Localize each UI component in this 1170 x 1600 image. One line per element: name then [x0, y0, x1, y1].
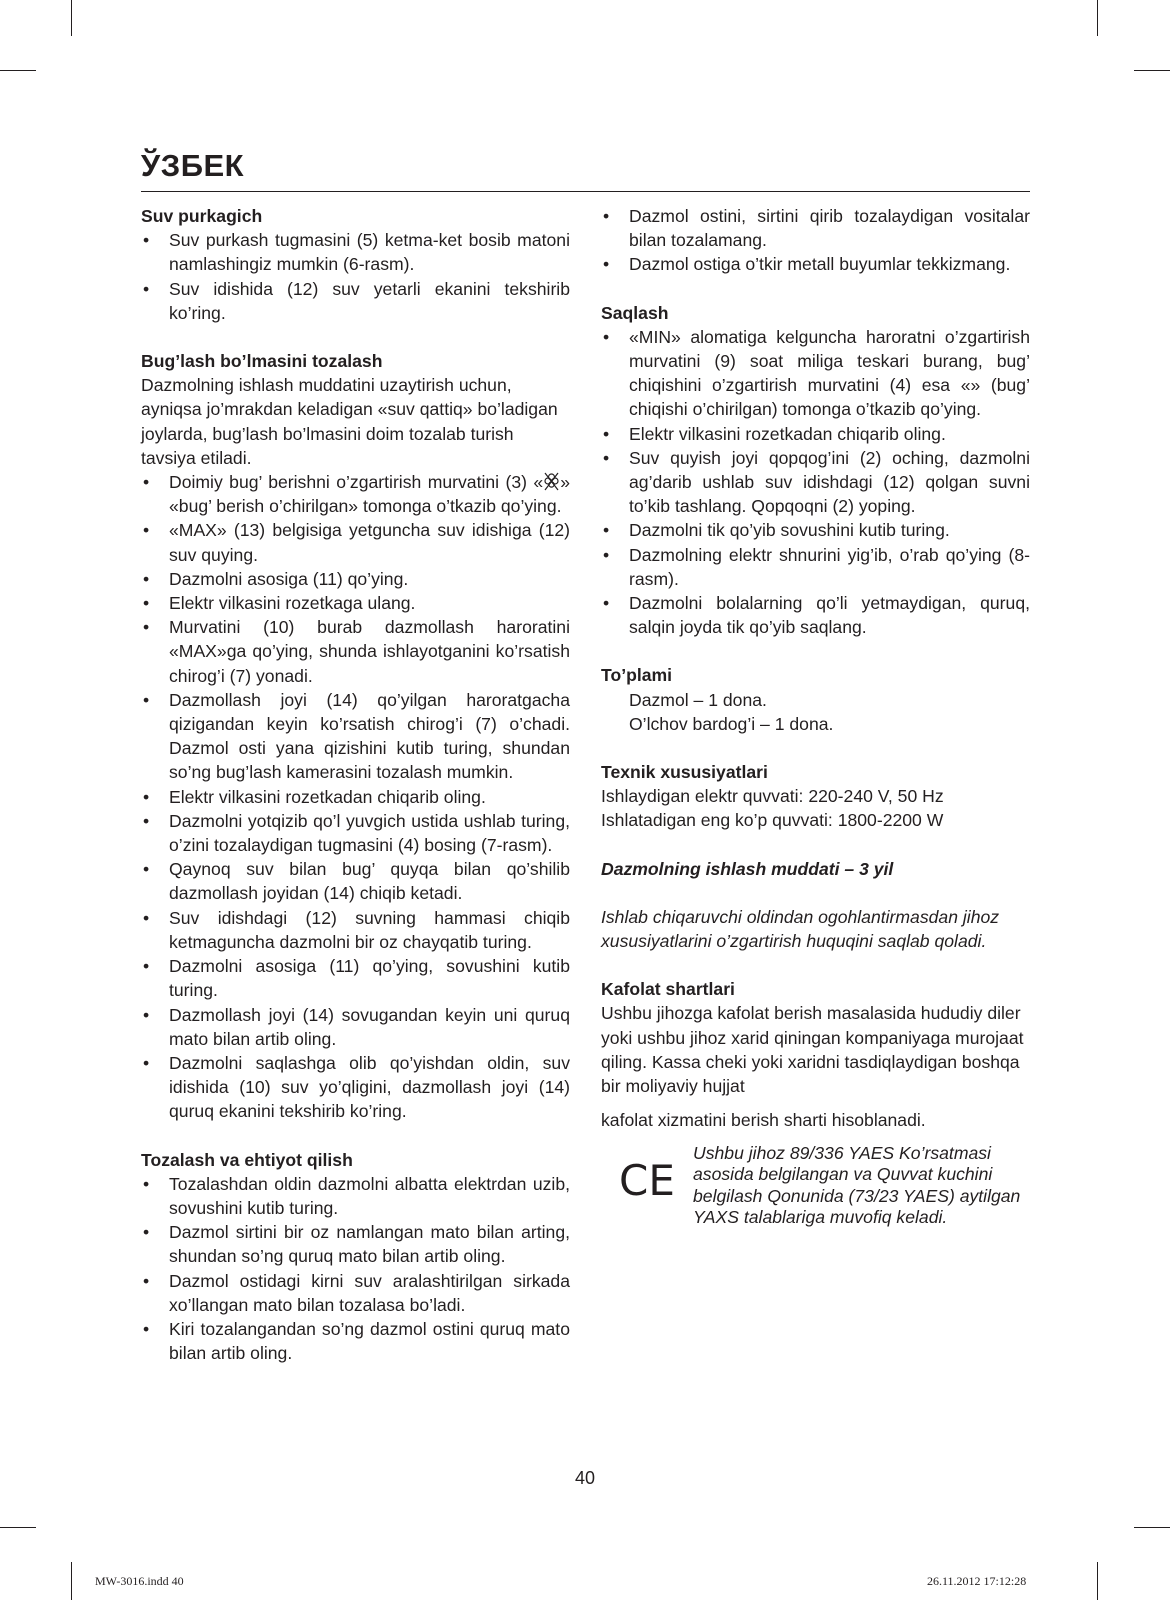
list-item: • Suv idishida (12) suv yetarli ekanini tekshirib ko’ring. [141, 277, 570, 325]
list-item: • Dazmol ostini, sirtini qirib tozalaydigan vositalar bilan tozalamang. [601, 204, 1030, 252]
list-item: • Dazmolni yotqizib qo’l yuvgich ustida ushlab turing, o’zini tozalaydigan tugmasini (4) bosing (7-rasm). [141, 809, 570, 857]
list-item: • Elektr vilkasini rozetkadan chiqarib oling. [601, 422, 1030, 446]
crop-mark [71, 1562, 72, 1600]
steam-cleaning-intro: Dazmolning ishlash muddatini uzaytirish uchun, ayniqsa jo’mrakdan keladigan «suv qattiq» bo’ladigan joylarda, bug’lash bo’lmasini doim tozalab turish tavsiya etiladi. [141, 375, 558, 468]
list-item: • Dazmolni saqlashga olib qo’yishdan oldin, suv idishida (10) suv yo’qligini, dazmollash joyi (14) quruq ekanini tekshirib ko’ring. [141, 1051, 570, 1124]
service-life: Dazmolning ishlash muddati – 3 yil [601, 858, 894, 879]
svg-text:CE: CE [619, 1156, 675, 1201]
list-item: • «MIN» alomatiga kelguncha haroratni o’zgartirish murvatini (9) soat miliga teskari burang, bug’ chiqishini o’zgartirish murvatini (4) esa «» (bug’ chiqishi o’chirilgan) tomonga o’tkazib qo’ying. [601, 325, 1030, 422]
list-item: • Suv quyish joyi qopqog’ini (2) oching, dazmolni ag’darib ushlab suv idishdagi (12) qolgan suvni to’kib tashlang. Qopqoqni (2) yoping. [601, 446, 1030, 519]
left-column [141, 204, 570, 1365]
warranty-text: Ushbu jihozga kafolat berish masalasida hududiy diler yoki ushbu jihoz xarid qiningan kompaniyaga murojaat qiling. Kassa cheki yoki xaridni tasdiqlaydigan boshqa bir moliyaviy hujjat [601, 1003, 1024, 1097]
list-item: • Dazmol ostidagi kirni suv aralashtirilgan sirkada xo’llangan mato bilan tozalasa bo’ladi. [141, 1269, 570, 1317]
kit-line: O’lchov bardog’i – 1 dona. [629, 713, 834, 734]
crop-mark [1134, 70, 1170, 71]
crop-mark [0, 1527, 36, 1528]
datetime-slug: 26.11.2012 17:12:28 [927, 1574, 1027, 1588]
list-item: • Dazmollash joyi (14) qo’yilgan haroratgacha qizigandan keyin ko’rsatish chirog’i (7) o’chadi. Dazmol osti yana qizishini kutib turing, shundan so’ng bug’lash kamerasini tozalash mumkin. [141, 688, 570, 785]
list-item: • Doimiy bug’ berishni o’zgartirish murvatini (3) « » «bug’ berish o’chirilgan» tomonga o’tkazib qo’ying. [141, 470, 570, 518]
list-item: • Dazmolni asosiga (11) qo’ying, sovushini kutib turing. [141, 954, 570, 1002]
spec-line: Ishlaydigan elektr quvvati: 220-240 V, 50 Hz [601, 786, 944, 807]
sprayer-list [141, 228, 570, 325]
ce-compliance [601, 1143, 1030, 1247]
steam-cleaning-list [141, 470, 570, 1123]
title-divider [141, 191, 1030, 192]
list-item: • Dazmolning elektr shnurini yig’ib, o’rab qo’ying (8-rasm). [601, 543, 1030, 591]
section-title-kit: To’plami [601, 665, 673, 686]
steam-off-icon [543, 472, 560, 492]
ce-mark-icon [619, 1157, 679, 1201]
list-item: • Qaynoq suv bilan bug’ quyqa bilan qo’shilib dazmollash joyidan (14) chiqib ketadi. [141, 857, 570, 905]
list-item: • Dazmol ostiga o’tkir metall buyumlar tekkizmang. [601, 252, 1030, 276]
page-number: 40 [574, 1468, 596, 1488]
list-item: • Elektr vilkasini rozetkadan chiqarib oling. [141, 785, 570, 809]
storage-list [601, 325, 1030, 640]
list-item: • Dazmol sirtini bir oz namlangan mato bilan arting, shundan so’ng quruq mato bilan artib oling. [141, 1220, 570, 1268]
right-column [601, 204, 1030, 1247]
list-item: • Kiri tozalangandan so’ng dazmol ostini quruq mato bilan artib oling. [141, 1317, 570, 1365]
page-title: ЎЗБЕК [141, 148, 245, 183]
kit-line: Dazmol – 1 dona. [629, 689, 767, 710]
list-item: • Tozalashdan oldin dazmolni albatta elektrdan uzib, sovushini kutib turing. [141, 1172, 570, 1220]
cleaning-list-continued [601, 204, 1030, 277]
cleaning-list [141, 1172, 570, 1366]
crop-mark [1134, 1527, 1170, 1528]
list-item: • Dazmolni bolalarning qo’li yetmaydigan, quruq, salqin joyda tik qo’yib saqlang. [601, 591, 1030, 639]
section-title-specs: Texnik xususiyatlari [601, 762, 768, 783]
file-slug: MW-3016.indd 40 [95, 1574, 184, 1588]
list-item: • Suv idishdagi (12) suvning hammasi chiqib ketmaguncha dazmolni bir oz chayqatib turing. [141, 906, 570, 954]
ce-statement: Ushbu jihoz 89/336 YAES Ko’rsatmasi asosida belgilangan va Quvvat kuchini belgilash Qonunida (73/23 YAES) aytilgan YAXS talablariga muvofiq keladi. [693, 1142, 1021, 1227]
list-item: • Dazmollash joyi (14) sovugandan keyin uni quruq mato bilan artib oling. [141, 1003, 570, 1051]
crop-mark [71, 0, 72, 36]
list-item: • Elektr vilkasini rozetkaga ulang. [141, 591, 570, 615]
list-item: • Murvatini (10) burab dazmollash haroratini «MAX»ga qo’ying, shunda ishlayotganini ko’rsatish chirog’i (7) yonadi. [141, 615, 570, 688]
disclaimer: Ishlab chiqaruvchi oldindan ogohlantirmasdan jihoz xususiyatlarini o’zgartirish huquqini saqlab qoladi. [601, 906, 1000, 952]
list-item: • Dazmolni asosiga (11) qo’ying. [141, 567, 570, 591]
section-title-steam-cleaning: Bug’lash bo’lmasini tozalash [141, 351, 383, 372]
section-title-sprayer: Suv purkagich [141, 206, 263, 226]
list-item: • Suv purkash tugmasini (5) ketma-ket bosib matoni namlashingiz mumkin (6-rasm). [141, 228, 570, 276]
section-title-storage: Saqlash [601, 302, 669, 323]
section-title-warranty: Kafolat shartlari [601, 979, 735, 1000]
crop-mark [0, 70, 36, 71]
section-title-cleaning: Tozalash va ehtiyot qilish [141, 1149, 353, 1170]
crop-mark [1097, 1562, 1098, 1600]
list-item: • «MAX» (13) belgisiga yetguncha suv idishiga (12) suv quying. [141, 518, 570, 566]
crop-mark [1097, 0, 1098, 36]
warranty-text-end: kafolat xizmatini berish sharti hisoblanadi. [601, 1110, 926, 1131]
spec-line: Ishlatadigan eng ko’p quvvati: 1800-2200 W [601, 810, 944, 831]
list-item: • Dazmolni tik qo’yib sovushini kutib turing. [601, 518, 1030, 542]
